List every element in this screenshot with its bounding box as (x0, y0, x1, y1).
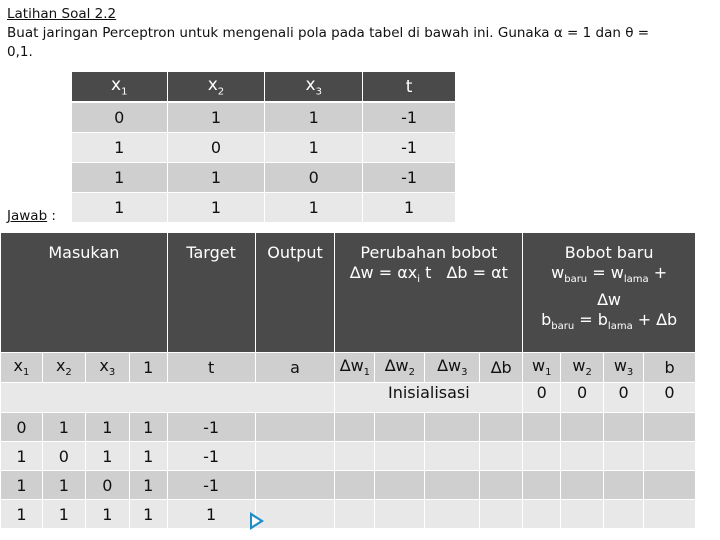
init-row (1, 383, 696, 413)
table-cell (375, 413, 425, 442)
header-x2-text: x (207, 75, 218, 96)
init-empty (1, 383, 335, 413)
table-row (72, 133, 455, 163)
arrow-inner-shape (252, 516, 260, 526)
table-cell: 1 (1, 500, 43, 529)
table-cell (644, 442, 696, 471)
table-row (1, 413, 696, 442)
perceptron-training-table (0, 232, 696, 529)
table-cell (523, 442, 561, 471)
table-cell (604, 442, 644, 471)
col-x3 (85, 353, 129, 383)
perubahan-bobot-formula (335, 263, 522, 290)
b-tail-text: + ∆b (632, 310, 678, 330)
exercise-instruction-line1: Buat jaringan Perceptron untuk mengenali pola pada tabel di bawah ini. Gunaka α = 1 dan θ = (7, 25, 650, 41)
table-cell (561, 413, 604, 442)
col-dw2-text: ∆w (384, 356, 409, 376)
table-cell (335, 500, 375, 529)
col-w1-sub: 1 (545, 367, 552, 379)
col-dw3-sub: 3 (461, 367, 468, 379)
table-cell (375, 471, 425, 500)
b-eq-text: = b (574, 310, 608, 330)
header-x3-sub: 3 (315, 86, 322, 98)
training-data-table (72, 72, 455, 222)
training-data-header-row (72, 72, 455, 102)
header-x1-sub: 1 (121, 86, 128, 98)
table-cell (604, 413, 644, 442)
header-x1-text: x (111, 75, 122, 96)
w-baru-text: w (551, 263, 565, 282)
masukan-header: Masukan (1, 233, 168, 353)
table-cell (644, 500, 696, 529)
delta-w-formula-sub: i (417, 274, 420, 286)
table-cell: 1 (85, 500, 129, 529)
table-cell: 1 (167, 193, 265, 223)
table-cell: 1 (265, 133, 363, 163)
bobot-dw: ∆w (597, 290, 622, 310)
answer-label (7, 207, 56, 225)
table-cell (523, 471, 561, 500)
table-cell: 1 (167, 102, 265, 133)
col-x3-text: x (99, 356, 109, 376)
delta-b-formula: ∆b = αt (446, 263, 508, 282)
bobot-baru-header (523, 233, 696, 353)
w-lama-sub: lama (623, 274, 649, 286)
bobot-baru-title: Bobot baru (564, 243, 654, 262)
delta-w-formula-tail: t (420, 263, 432, 282)
b-baru-sub: baru (551, 321, 575, 333)
header-t-text: t (405, 76, 413, 97)
table-cell (375, 500, 425, 529)
col-dw1 (335, 353, 375, 383)
col-x3-sub: 3 (108, 367, 116, 379)
bobot-b-formula (523, 310, 695, 337)
table-cell: 0 (167, 133, 265, 163)
table-cell: 1 (265, 102, 363, 133)
table-cell (644, 471, 696, 500)
col-w2-text: w (572, 356, 586, 376)
table-cell: 1 (167, 500, 255, 529)
col-w1 (523, 353, 561, 383)
table-cell: 0 (265, 163, 363, 193)
exercise-title: Latihan Soal 2.2 (7, 6, 117, 22)
table-cell: -1 (167, 471, 255, 500)
table-row (72, 102, 455, 133)
col-x2-text: x (55, 356, 66, 376)
table-cell (425, 442, 480, 471)
col-w2 (561, 353, 604, 383)
table-cell: 1 (363, 193, 455, 223)
header-x3-text: x (305, 75, 316, 96)
b-lama-sub: lama (607, 321, 633, 333)
exercise-instruction-line2: 0,1. (7, 44, 33, 60)
table-cell (425, 413, 480, 442)
table-row (72, 193, 455, 223)
table-cell (425, 500, 480, 529)
col-x1-sub: 1 (23, 367, 30, 379)
table-cell: -1 (363, 133, 455, 163)
table-cell: 1 (129, 471, 167, 500)
col-w3-sub: 3 (626, 367, 634, 379)
col-x1 (1, 353, 43, 383)
col-t: t (167, 353, 255, 383)
col-dw1-text: ∆w (339, 356, 364, 376)
col-x1-text: x (13, 356, 23, 376)
table-cell (604, 471, 644, 500)
table-cell (561, 442, 604, 471)
w-baru-sub: baru (564, 274, 588, 286)
table-cell (335, 442, 375, 471)
col-a: a (255, 353, 335, 383)
bobot-w-formula (523, 263, 695, 290)
table-row (1, 500, 696, 529)
table-cell (480, 442, 523, 471)
table-cell (523, 413, 561, 442)
table-cell: 0 (1, 413, 43, 442)
table-row (1, 442, 696, 471)
table-row (72, 163, 455, 193)
table-cell: -1 (363, 102, 455, 133)
header-x1 (72, 72, 167, 102)
delta-w-formula: ∆w = αx (349, 263, 418, 282)
table-row (1, 471, 696, 500)
answer-label-colon: : (47, 208, 56, 224)
table-cell (255, 413, 335, 442)
table-cell: 1 (1, 442, 43, 471)
table-cell: -1 (167, 413, 255, 442)
col-dw3-text: ∆w (437, 356, 462, 376)
table-cell: 1 (42, 413, 85, 442)
table-cell: 1 (85, 413, 129, 442)
target-header: Target (167, 233, 255, 353)
table-cell: 0 (72, 102, 167, 133)
header-x2-sub: 2 (217, 86, 225, 98)
table-cell (255, 500, 335, 529)
perubahan-bobot-title: Perubahan bobot (360, 243, 498, 262)
output-header: Output (255, 233, 335, 353)
table-cell (644, 413, 696, 442)
table-cell: 1 (85, 442, 129, 471)
table-cell: 1 (265, 193, 363, 223)
table-cell: -1 (363, 163, 455, 193)
table-cell: 0 (85, 471, 129, 500)
col-db: ∆b (480, 353, 523, 383)
inisialisasi-label: Inisialisasi (335, 383, 523, 413)
answer-label-text: Jawab (7, 208, 48, 224)
col-dw2-sub: 2 (408, 367, 415, 379)
table-cell: 1 (129, 500, 167, 529)
col-w3 (604, 353, 644, 383)
col-w1-text: w (531, 356, 546, 376)
column-header-row (1, 353, 696, 383)
b-baru-text: b (541, 310, 552, 330)
group-header-row (1, 233, 696, 353)
table-cell: 1 (167, 163, 265, 193)
col-w3-text: w (613, 356, 627, 376)
table-cell (480, 500, 523, 529)
table-cell: 1 (129, 442, 167, 471)
col-x2 (42, 353, 85, 383)
w-tail-text: + (648, 263, 668, 282)
init-w2: 0 (561, 383, 604, 413)
table-cell (255, 471, 335, 500)
init-w1: 0 (523, 383, 561, 413)
table-cell (561, 500, 604, 529)
table-cell (480, 471, 523, 500)
col-b: b (644, 353, 696, 383)
table-cell: -1 (167, 442, 255, 471)
table-cell: 1 (42, 500, 85, 529)
table-cell (561, 471, 604, 500)
perubahan-bobot-header (335, 233, 523, 353)
col-dw3 (425, 353, 480, 383)
table-cell (523, 500, 561, 529)
table-cell (255, 442, 335, 471)
col-w2-sub: 2 (585, 367, 592, 379)
col-bias-input: 1 (129, 353, 167, 383)
col-dw1-sub: 1 (363, 367, 371, 379)
table-cell: 1 (72, 193, 167, 223)
w-eq-text: = w (587, 263, 624, 282)
table-cell: 1 (129, 413, 167, 442)
table-cell: 1 (72, 163, 167, 193)
table-cell: 1 (1, 471, 43, 500)
table-cell (335, 471, 375, 500)
table-cell (604, 500, 644, 529)
table-cell (335, 413, 375, 442)
init-b: 0 (644, 383, 696, 413)
init-w3: 0 (604, 383, 644, 413)
table-cell (375, 442, 425, 471)
col-dw2 (375, 353, 425, 383)
table-cell: 1 (42, 471, 85, 500)
table-cell (480, 413, 523, 442)
col-x2-sub: 2 (65, 367, 72, 379)
header-t (363, 72, 455, 102)
header-x3 (265, 72, 363, 102)
header-x2 (167, 72, 265, 102)
table-cell (425, 471, 480, 500)
table-cell: 1 (72, 133, 167, 163)
table-cell: 0 (42, 442, 85, 471)
